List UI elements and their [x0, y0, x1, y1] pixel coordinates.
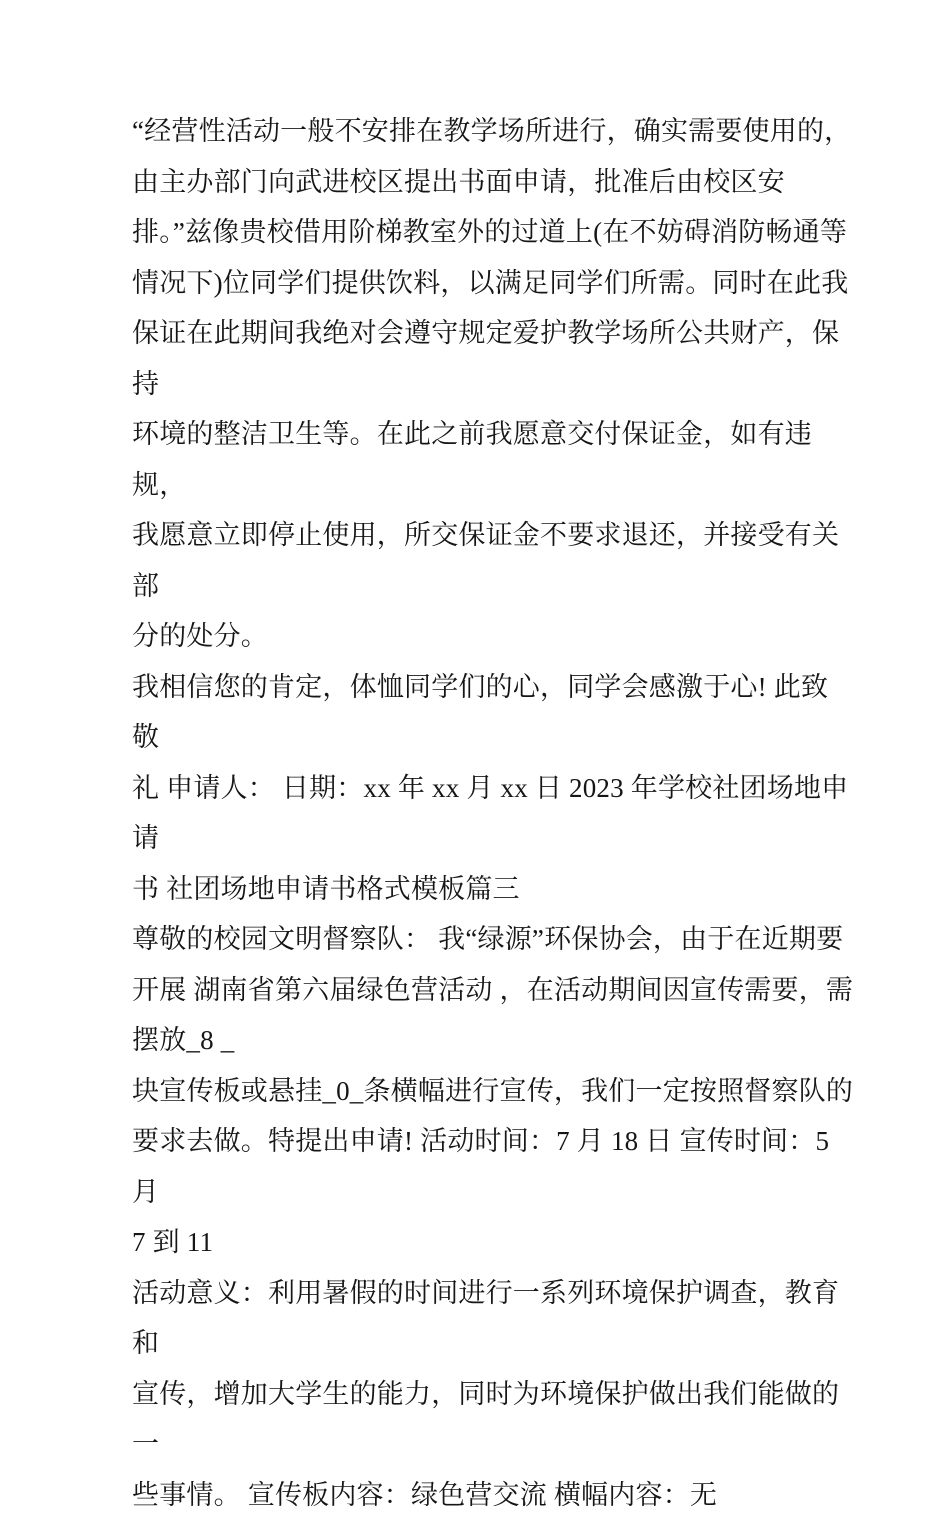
- text-line: 要求去做。特提出申请! 活动时间：7 月 18 日 宣传时间：5 月: [132, 1116, 854, 1217]
- text-line: 保证在此期间我绝对会遵守规定爱护教学场所公共财产，保持: [132, 308, 854, 409]
- text-line: 书 社团场地申请书格式模板篇三: [132, 864, 854, 915]
- text-line: 礼 申请人： 日期：xx 年 xx 月 xx 日 2023 年学校社团场地申请: [132, 763, 854, 864]
- text-line: 开展 湖南省第六届绿色营活动 ，在活动期间因宣传需要，需: [132, 965, 854, 1016]
- text-line: 块宣传板或悬挂_0_条横幅进行宣传，我们一定按照督察队的: [132, 1066, 854, 1117]
- text-line: “经营性活动一般不安排在教学场所进行，确实需要使用的，: [132, 106, 854, 157]
- text-line: 宣传，增加大学生的能力，同时为环境保护做出我们能做的一: [132, 1369, 854, 1470]
- text-line: 由主办部门向武进校区提出书面申请，批准后由校区安: [132, 157, 854, 208]
- text-line: 环境的整洁卫生等。在此之前我愿意交付保证金，如有违规，: [132, 409, 854, 510]
- text-line: 些事情。 宣传板内容：绿色营交流 横幅内容：无: [132, 1470, 854, 1520]
- text-line: 活动意义：利用暑假的时间进行一系列环境保护调查，教育和: [132, 1268, 854, 1369]
- text-line: 情况下)位同学们提供饮料，以满足同学们所需。同时在此我: [132, 258, 854, 309]
- text-line: 我愿意立即停止使用，所交保证金不要求退还，并接受有关部: [132, 510, 854, 611]
- document-text-block: [132, 106, 854, 1520]
- text-line: 我相信您的肯定，体恤同学们的心，同学会感激于心! 此致 敬: [132, 662, 854, 763]
- text-line: 7 到 11: [132, 1217, 854, 1268]
- text-line: 摆放_8 _: [132, 1015, 854, 1066]
- text-line: 分的处分。: [132, 611, 854, 662]
- text-line: 排。”兹像贵校借用阶梯教室外的过道上(在不妨碍消防畅通等: [132, 207, 854, 258]
- text-line: 尊敬的校园文明督察队： 我“绿源”环保协会，由于在近期要: [132, 914, 854, 965]
